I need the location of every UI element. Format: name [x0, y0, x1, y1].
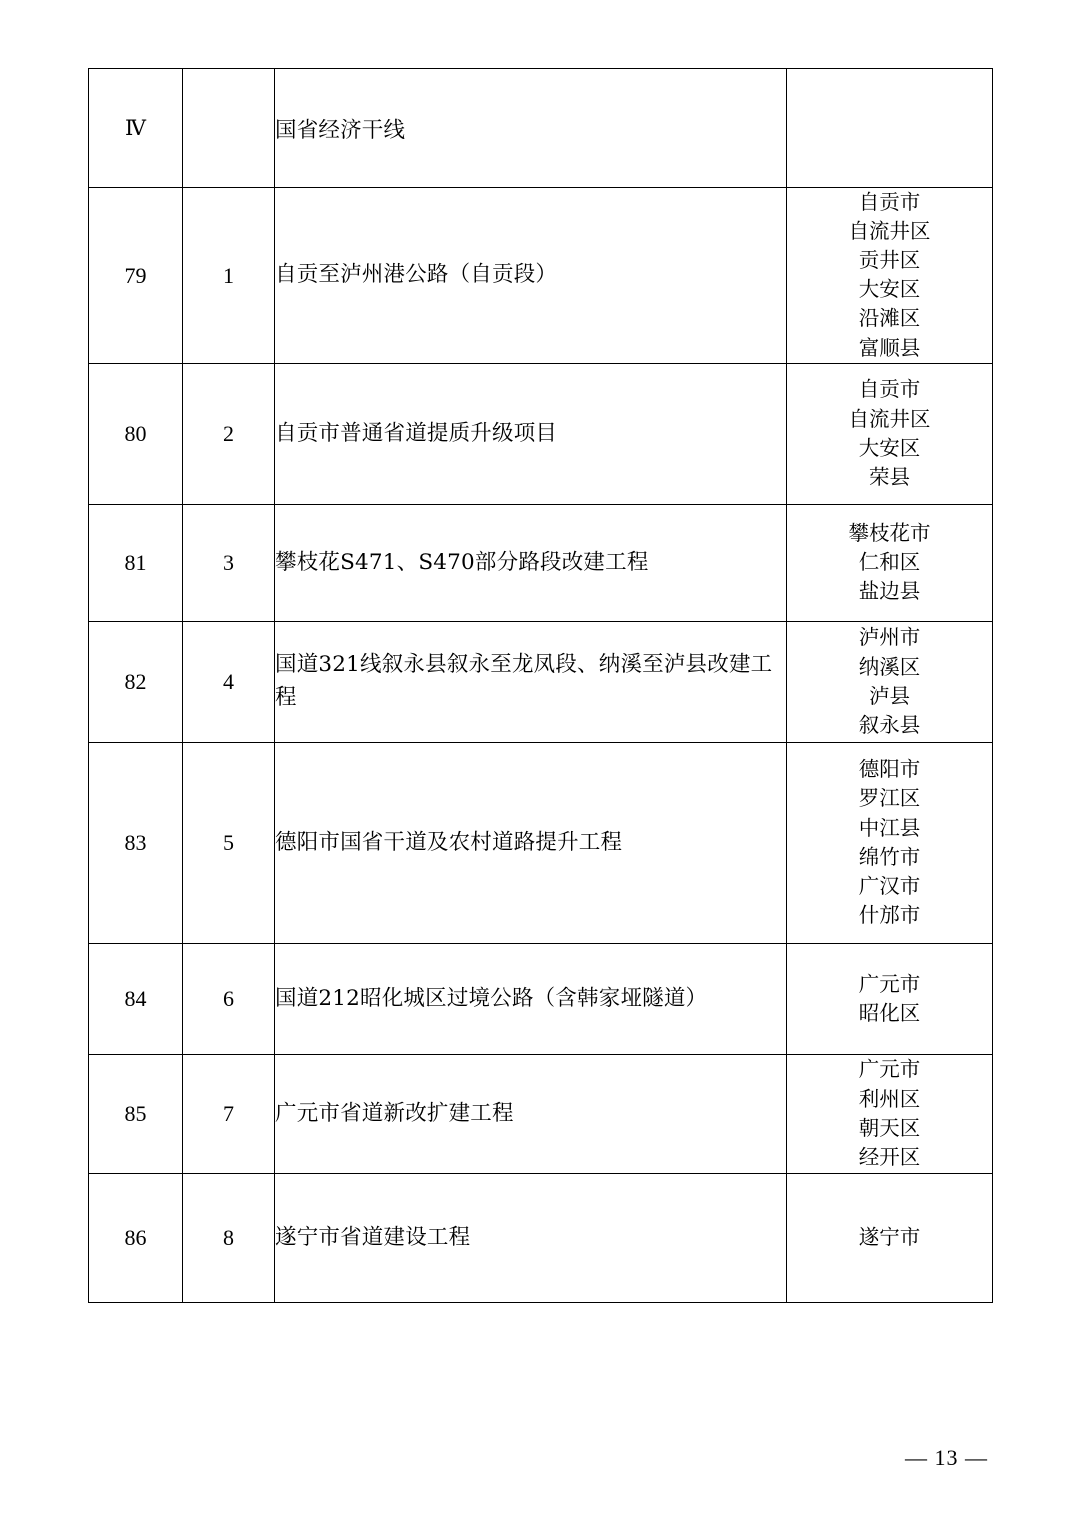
table-row	[89, 188, 993, 364]
cell-no: 83	[89, 742, 183, 943]
page-number: — 13 —	[905, 1445, 988, 1470]
cell-seq	[183, 69, 275, 188]
cell-project-name: 德阳市国省干道及农村道路提升工程	[275, 742, 787, 943]
table-row	[89, 363, 993, 504]
area-line: 仁和区	[858, 550, 921, 575]
cell-project-name: 自贡市普通省道提质升级项目	[275, 363, 787, 504]
cell-area	[787, 1173, 993, 1302]
area-line: 广元市	[858, 1057, 921, 1082]
area-line: 自贡市	[858, 377, 921, 402]
area-line: 德阳市	[858, 757, 921, 782]
cell-area	[787, 742, 993, 943]
cell-no: 86	[89, 1173, 183, 1302]
cell-project-name: 自贡至泸州港公路（自贡段）	[275, 188, 787, 364]
table-row	[89, 1173, 993, 1302]
table-row	[89, 504, 993, 621]
area-line: 泸县	[869, 683, 910, 708]
cell-area	[787, 188, 993, 364]
area-line: 叙永县	[858, 712, 921, 737]
area-line: 自流井区	[848, 406, 931, 431]
area-line: 大安区	[858, 277, 921, 302]
cell-seq: 3	[183, 504, 275, 621]
area-line: 攀枝花市	[848, 520, 931, 545]
table-row	[89, 742, 993, 943]
cell-no: 79	[89, 188, 183, 364]
cell-seq: 4	[183, 621, 275, 742]
cell-project-name: 攀枝花S471、S470部分路段改建工程	[275, 504, 787, 621]
area-line: 朝天区	[858, 1115, 921, 1140]
cell-area	[787, 69, 993, 188]
area-line: 什邡市	[858, 902, 921, 927]
area-line: 广汉市	[858, 873, 921, 898]
cell-area	[787, 943, 993, 1054]
area-line: 广元市	[858, 971, 921, 996]
cell-seq: 8	[183, 1173, 275, 1302]
cell-project-name: 广元市省道新改扩建工程	[275, 1054, 787, 1173]
cell-no: 80	[89, 363, 183, 504]
table-row-category	[89, 69, 993, 188]
cell-seq: 1	[183, 188, 275, 364]
area-line: 中江县	[858, 815, 921, 840]
cell-seq: 6	[183, 943, 275, 1054]
cell-seq: 2	[183, 363, 275, 504]
cell-project-name: 国道321线叙永县叙永至龙凤段、纳溪至泸县改建工程	[275, 621, 787, 742]
cell-area	[787, 504, 993, 621]
area-line: 贡井区	[858, 248, 921, 273]
table-body	[89, 69, 993, 1303]
area-line: 荣县	[869, 464, 910, 489]
area-line: 自流井区	[848, 219, 931, 244]
area-line: 遂宁市	[858, 1225, 921, 1250]
area-line: 自贡市	[858, 190, 921, 214]
area-line: 盐边县	[858, 579, 921, 604]
cell-project-name: 国道212昭化城区过境公路（含韩家垭隧道）	[275, 943, 787, 1054]
cell-seq: 5	[183, 742, 275, 943]
cell-project-name: 遂宁市省道建设工程	[275, 1173, 787, 1302]
table-row	[89, 621, 993, 742]
cell-no: 85	[89, 1054, 183, 1173]
table-row	[89, 943, 993, 1054]
project-list-table	[88, 68, 993, 1303]
area-line: 沿滩区	[858, 306, 921, 331]
cell-category-name: 国省经济干线	[275, 69, 787, 188]
area-line: 昭化区	[858, 1000, 921, 1025]
area-line: 利州区	[858, 1086, 921, 1111]
cell-no: 84	[89, 943, 183, 1054]
table-row	[89, 1054, 993, 1173]
area-line: 大安区	[858, 435, 921, 460]
cell-area	[787, 1054, 993, 1173]
cell-no: 82	[89, 621, 183, 742]
area-line: 罗江区	[858, 786, 921, 811]
cell-seq: 7	[183, 1054, 275, 1173]
cell-no: 81	[89, 504, 183, 621]
cell-area	[787, 621, 993, 742]
area-line: 绵竹市	[858, 844, 921, 869]
area-line: 泸州市	[858, 625, 921, 650]
cell-no: Ⅳ	[89, 69, 183, 188]
area-line: 纳溪区	[858, 654, 921, 679]
area-line: 经开区	[858, 1144, 921, 1169]
cell-area	[787, 363, 993, 504]
area-line: 富顺县	[858, 335, 921, 360]
